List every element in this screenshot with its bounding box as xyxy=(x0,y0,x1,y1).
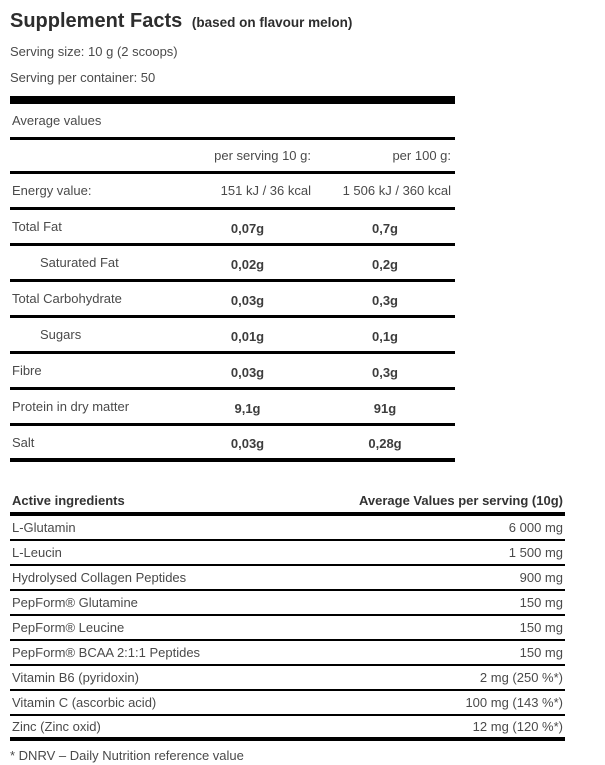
average-values-label: Average values xyxy=(10,104,455,140)
row-value-per-100g: 0,3g xyxy=(371,292,398,308)
row-value-per-serving: 0,02g xyxy=(230,256,265,272)
table-row xyxy=(10,426,455,462)
row-label-total-carbohydrate: Total Carbohydrate xyxy=(12,291,122,306)
ingredient-row xyxy=(10,516,565,541)
ingredient-row xyxy=(10,716,565,741)
ingredient-name: Vitamin B6 (pyridoxin) xyxy=(12,670,139,685)
row-value-per-100g: 1 506 kJ / 360 kcal xyxy=(342,183,451,198)
row-value-per-serving: 0,03g xyxy=(230,364,265,380)
ingredient-amount: 150 mg xyxy=(519,645,563,660)
ingredient-row xyxy=(10,541,565,566)
row-value-per-100g: 91g xyxy=(373,400,397,416)
row-label-sugars: Sugars xyxy=(40,327,82,342)
row-label-saturated-fat: Saturated Fat xyxy=(40,255,119,270)
ingredient-row xyxy=(10,641,565,666)
row-value-per-100g: 0,3g xyxy=(371,364,398,380)
ingredient-name: Hydrolysed Collagen Peptides xyxy=(12,570,187,585)
flavour-subtitle: (based on flavour melon) xyxy=(191,15,353,30)
ingredient-name: L-Leucin xyxy=(12,545,62,560)
ingredient-amount: 150 mg xyxy=(519,595,563,610)
active-ingredients-title: Active ingredients xyxy=(12,493,125,508)
table-row xyxy=(10,210,455,246)
col-header-per-serving: per serving 10 g: xyxy=(214,148,311,163)
ingredient-amount: 150 mg xyxy=(519,620,563,635)
ingredient-row xyxy=(10,616,565,641)
row-label-fibre: Fibre xyxy=(12,363,42,378)
row-label-total-fat: Total Fat xyxy=(12,219,62,234)
active-ingredients-values-title: Average Values per serving (10g) xyxy=(358,493,563,508)
table-row xyxy=(10,390,455,426)
ingredient-amount: 100 mg (143 %*) xyxy=(465,695,563,710)
row-label-salt: Salt xyxy=(12,434,35,450)
active-ingredients-header-row xyxy=(10,489,565,516)
ingredient-row xyxy=(10,666,565,691)
ingredient-row xyxy=(10,691,565,716)
ingredient-amount: 12 mg (120 %*) xyxy=(472,719,563,734)
active-ingredients-table xyxy=(10,489,565,741)
ingredient-name: PepForm® Leucine xyxy=(12,620,125,635)
row-value-per-serving: 0,07g xyxy=(230,220,265,236)
row-label-energy: Energy value: xyxy=(12,183,92,198)
ingredient-amount: 1 500 mg xyxy=(508,545,563,560)
row-label-protein: Protein in dry matter xyxy=(12,399,130,414)
thick-divider xyxy=(10,96,455,104)
header xyxy=(10,10,605,33)
ingredient-name: L-Glutamin xyxy=(12,520,76,535)
ingredient-row xyxy=(10,566,565,591)
ingredient-name: Zinc (Zinc oxid) xyxy=(12,719,101,734)
ingredient-name: PepForm® BCAA 2:1:1 Peptides xyxy=(12,645,201,660)
row-value-per-serving: 9,1g xyxy=(234,400,261,416)
row-value-per-serving: 0,01g xyxy=(230,328,265,344)
servings-per-container: Serving per container: 50 xyxy=(10,70,156,85)
table-row xyxy=(10,246,455,282)
table-row xyxy=(10,318,455,354)
table-row xyxy=(10,174,455,210)
row-value-per-100g: 0,2g xyxy=(371,256,398,272)
row-value-per-serving: 0,03g xyxy=(230,292,265,308)
ingredient-amount: 2 mg (250 %*) xyxy=(479,670,563,685)
serving-size: Serving size: 10 g (2 scoops) xyxy=(10,44,178,59)
nutrition-table-header-row xyxy=(10,140,455,174)
col-header-per-100g: per 100 g: xyxy=(392,148,451,163)
ingredient-name: Vitamin C (ascorbic acid) xyxy=(12,695,157,710)
row-value-per-100g: 0,1g xyxy=(371,328,398,344)
table-row xyxy=(10,282,455,318)
row-value-per-serving: 151 kJ / 36 kcal xyxy=(220,183,311,198)
ingredient-row xyxy=(10,591,565,616)
nutrition-table xyxy=(10,104,455,462)
row-value-per-serving: 0,03g xyxy=(230,436,265,451)
ingredient-amount: 900 mg xyxy=(519,570,563,585)
row-value-per-100g: 0,28g xyxy=(368,436,402,451)
ingredient-name: PepForm® Glutamine xyxy=(12,595,138,610)
ingredient-amount: 6 000 mg xyxy=(508,520,563,535)
row-value-per-100g: 0,7g xyxy=(371,220,398,236)
table-row xyxy=(10,354,455,390)
page-title: Supplement Facts xyxy=(10,10,183,32)
dnrv-footnote: * DNRV – Daily Nutrition reference value xyxy=(10,748,244,763)
